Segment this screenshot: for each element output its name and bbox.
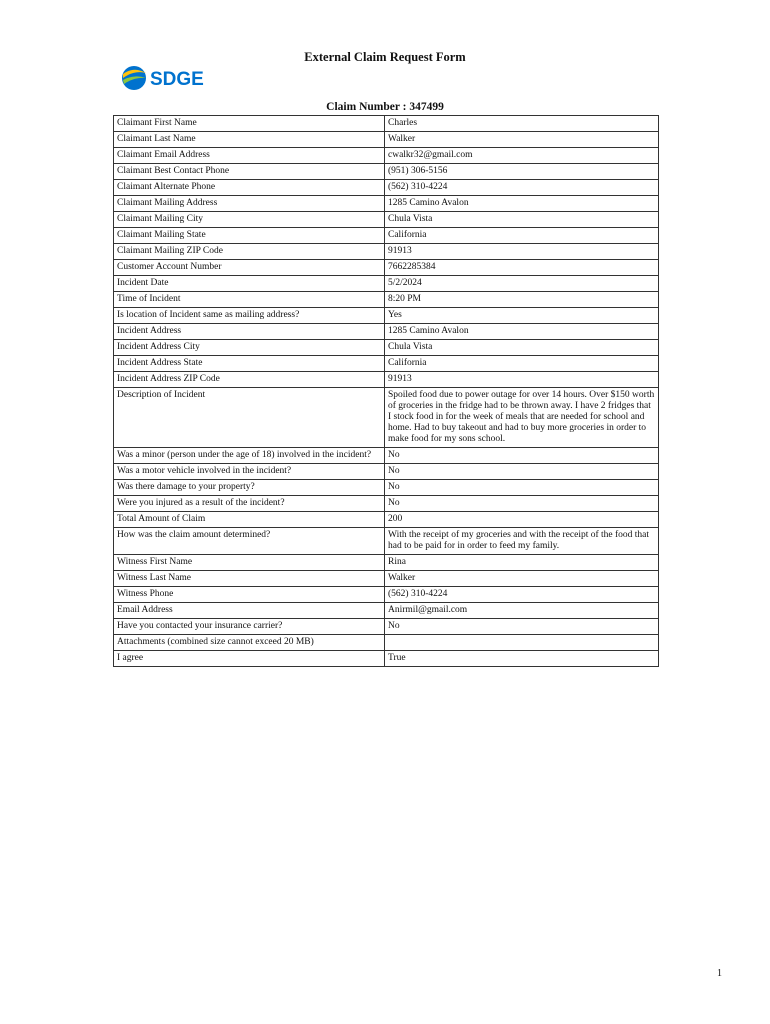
- table-row: [114, 388, 659, 448]
- field-value: 200: [385, 512, 659, 528]
- field-value: 1285 Camino Avalon: [385, 324, 659, 340]
- field-label: Have you contacted your insurance carrier?: [114, 619, 385, 635]
- field-label: Customer Account Number: [114, 260, 385, 276]
- field-value: 8:20 PM: [385, 292, 659, 308]
- table-row: [114, 496, 659, 512]
- field-value: Walker: [385, 132, 659, 148]
- field-value: No: [385, 464, 659, 480]
- field-label: Incident Address: [114, 324, 385, 340]
- field-label: Was there damage to your property?: [114, 480, 385, 496]
- field-value: (562) 310-4224: [385, 587, 659, 603]
- field-label: Was a minor (person under the age of 18) involved in the incident?: [114, 448, 385, 464]
- field-label: I agree: [114, 651, 385, 667]
- claim-details-table: [113, 115, 659, 667]
- field-value: Charles: [385, 116, 659, 132]
- table-row: [114, 512, 659, 528]
- field-value: California: [385, 228, 659, 244]
- field-value: With the receipt of my groceries and with the receipt of the food that had to be paid for in order to feed my family.: [385, 528, 659, 555]
- field-label: Incident Address City: [114, 340, 385, 356]
- field-label: Claimant Alternate Phone: [114, 180, 385, 196]
- table-row: [114, 180, 659, 196]
- table-row: [114, 587, 659, 603]
- table-row: [114, 292, 659, 308]
- field-label: Claimant Last Name: [114, 132, 385, 148]
- field-label: Claimant Mailing City: [114, 212, 385, 228]
- field-value: No: [385, 480, 659, 496]
- table-row: [114, 651, 659, 667]
- sdge-logo-icon: [120, 61, 220, 95]
- field-value: 7662285384: [385, 260, 659, 276]
- field-value: 1285 Camino Avalon: [385, 196, 659, 212]
- field-label: Claimant Email Address: [114, 148, 385, 164]
- field-label: Is location of Incident same as mailing address?: [114, 308, 385, 324]
- field-value: Chula Vista: [385, 340, 659, 356]
- field-label: Claimant First Name: [114, 116, 385, 132]
- field-label: Claimant Mailing Address: [114, 196, 385, 212]
- table-row: [114, 340, 659, 356]
- table-row: [114, 164, 659, 180]
- field-label: Total Amount of Claim: [114, 512, 385, 528]
- claim-rows: [114, 116, 659, 667]
- field-value: 91913: [385, 372, 659, 388]
- field-value: No: [385, 619, 659, 635]
- table-row: [114, 571, 659, 587]
- table-row: [114, 228, 659, 244]
- table-row: [114, 212, 659, 228]
- field-label: Claimant Best Contact Phone: [114, 164, 385, 180]
- field-label: Was a motor vehicle involved in the incident?: [114, 464, 385, 480]
- field-value: True: [385, 651, 659, 667]
- table-row: [114, 308, 659, 324]
- table-row: [114, 356, 659, 372]
- logo-text: SDGE: [150, 69, 204, 90]
- table-row: [114, 480, 659, 496]
- table-row: [114, 116, 659, 132]
- field-value: (562) 310-4224: [385, 180, 659, 196]
- table-row: [114, 603, 659, 619]
- table-row: [114, 196, 659, 212]
- field-label: Witness Last Name: [114, 571, 385, 587]
- field-value: Chula Vista: [385, 212, 659, 228]
- table-row: [114, 464, 659, 480]
- field-label: Claimant Mailing ZIP Code: [114, 244, 385, 260]
- field-label: Attachments (combined size cannot exceed 20 MB): [114, 635, 385, 651]
- table-row: [114, 276, 659, 292]
- field-value: Rina: [385, 555, 659, 571]
- field-label: Witness First Name: [114, 555, 385, 571]
- field-label: Witness Phone: [114, 587, 385, 603]
- field-label: Claimant Mailing State: [114, 228, 385, 244]
- field-value: Anirmil@gmail.com: [385, 603, 659, 619]
- field-value: No: [385, 448, 659, 464]
- table-row: [114, 324, 659, 340]
- table-row: [114, 260, 659, 276]
- field-value: No: [385, 496, 659, 512]
- table-row: [114, 528, 659, 555]
- sdge-logo: [120, 61, 220, 95]
- table-row: [114, 372, 659, 388]
- table-row: [114, 635, 659, 651]
- field-label: Email Address: [114, 603, 385, 619]
- field-value: [385, 635, 659, 651]
- table-row: [114, 148, 659, 164]
- table-row: [114, 132, 659, 148]
- field-value: Spoiled food due to power outage for over 14 hours. Over $150 worth of groceries in the fridge had to be thrown away. I have 2 fridges that I stock food in for the week of meals that are needed for school and home. Had to buy takeout and had to buy more groceries in order to make food for my sons school.: [385, 388, 659, 448]
- table-row: [114, 619, 659, 635]
- page-number: 1: [717, 968, 722, 979]
- field-label: Incident Address State: [114, 356, 385, 372]
- field-value: Yes: [385, 308, 659, 324]
- table-row: [114, 555, 659, 571]
- claim-number: Claim Number : 347499: [326, 101, 444, 113]
- table-row: [114, 448, 659, 464]
- field-value: cwalkr32@gmail.com: [385, 148, 659, 164]
- field-value: Walker: [385, 571, 659, 587]
- field-label: Incident Date: [114, 276, 385, 292]
- field-label: Description of Incident: [114, 388, 385, 448]
- field-value: 91913: [385, 244, 659, 260]
- form-title: External Claim Request Form: [304, 50, 466, 64]
- field-value: California: [385, 356, 659, 372]
- table-row: [114, 244, 659, 260]
- field-label: Were you injured as a result of the incident?: [114, 496, 385, 512]
- field-value: (951) 306-5156: [385, 164, 659, 180]
- field-label: How was the claim amount determined?: [114, 528, 385, 555]
- field-value: 5/2/2024: [385, 276, 659, 292]
- field-label: Time of Incident: [114, 292, 385, 308]
- field-label: Incident Address ZIP Code: [114, 372, 385, 388]
